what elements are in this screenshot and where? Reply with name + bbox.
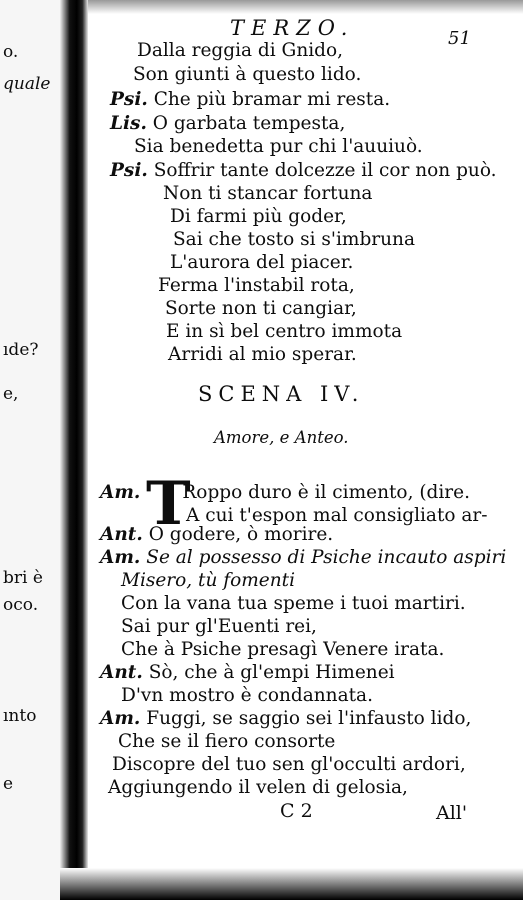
page-number: 51 — [448, 28, 471, 49]
verse-line: Sorte non ti cangiar, — [165, 298, 357, 319]
speaker-label: Ant. — [100, 524, 143, 545]
line-text: Se al possesso di Psiche incauto aspiri — [146, 547, 507, 568]
speaker-label: Psi. — [110, 160, 148, 181]
left-fragment: ınto — [3, 706, 37, 726]
left-fragment: e, — [3, 384, 19, 404]
left-fragment: quale — [3, 74, 51, 94]
speaker-label: Am. — [100, 482, 141, 503]
speaker-label: Am. — [100, 547, 141, 568]
verse-line — [100, 547, 506, 568]
bottom-edge-shadow — [60, 868, 523, 900]
verse-line: Sai pur gl'Euenti rei, — [121, 616, 317, 637]
verse-line: Misero, tù fomenti — [121, 570, 296, 591]
verse-line — [100, 482, 470, 503]
verse-line — [100, 524, 333, 545]
verse-line: Sia benedetta pur chi l'auuiuò. — [134, 136, 423, 157]
left-fragment: bri è — [3, 568, 43, 588]
line-text: Che più bramar mi resta. — [153, 89, 391, 110]
verse-line: L'aurora del piacer. — [170, 252, 354, 273]
line-text: Soffrir tante dolcezze il cor non può. — [153, 160, 497, 181]
line-text: Roppo duro è il cimento, (dire. — [182, 482, 470, 503]
verse-line: Aggiungendo il velen di gelosia, — [108, 777, 408, 798]
verse-line: Dalla reggia di Gnido, — [137, 40, 344, 61]
verse-line — [110, 113, 345, 134]
verse-line — [110, 160, 497, 181]
verse-line: Che à Psiche presagì Venere irata. — [121, 639, 445, 660]
top-edge-shadow — [88, 0, 523, 14]
verse-line: Arridi al mio sperar. — [168, 344, 357, 365]
left-fragment: o. — [3, 42, 19, 62]
signature-mark: C 2 — [280, 800, 313, 822]
book-gutter — [60, 0, 88, 900]
verse-line: Che se il fiero consorte — [118, 731, 336, 752]
verse-line — [110, 89, 390, 110]
verse-line: Di farmi più goder, — [170, 206, 347, 227]
left-fragment: oco. — [3, 595, 39, 615]
verse-line — [100, 708, 471, 729]
speaker-label: Ant. — [100, 662, 143, 683]
verse-line: Con la vana tua speme i tuoi martiri. — [121, 593, 466, 614]
verse-line: E in sì bel centro immota — [166, 321, 403, 342]
drop-capital: T — [146, 469, 191, 539]
left-fragment: ıde? — [3, 340, 39, 360]
scene-title: SCENA IV. — [198, 382, 365, 406]
catchword: All' — [436, 802, 468, 824]
speaker-label: Psi. — [110, 89, 148, 110]
line-text: Fuggi, se saggio sei l'infausto lido, — [146, 708, 472, 729]
speaker-label: Am. — [100, 708, 141, 729]
verse-line: Discopre del tuo sen gl'occulti ardori, — [112, 754, 466, 775]
verse-line: D'vn mostro è condannata. — [121, 685, 373, 706]
verse-line — [100, 662, 395, 683]
speaker-label: Lis. — [110, 113, 147, 134]
verse-line: Son giunti à questo lido. — [133, 64, 362, 85]
left-page-fragment — [0, 0, 60, 900]
running-head: TERZO. — [230, 16, 355, 40]
scene-characters: Amore, e Anteo. — [214, 428, 349, 447]
verse-line: Non ti stancar fortuna — [163, 183, 373, 204]
verse-line: A cui t'espon mal consigliato ar- — [186, 505, 488, 526]
verse-line: Ferma l'instabil rota, — [158, 275, 355, 296]
left-fragment: e — [3, 774, 14, 794]
line-text: Sò, che à gl'empi Himenei — [148, 662, 395, 683]
line-text: O godere, ò morire. — [148, 524, 334, 545]
verse-line: Sai che tosto si s'imbruna — [173, 229, 415, 250]
line-text: O garbata tempesta, — [152, 113, 346, 134]
